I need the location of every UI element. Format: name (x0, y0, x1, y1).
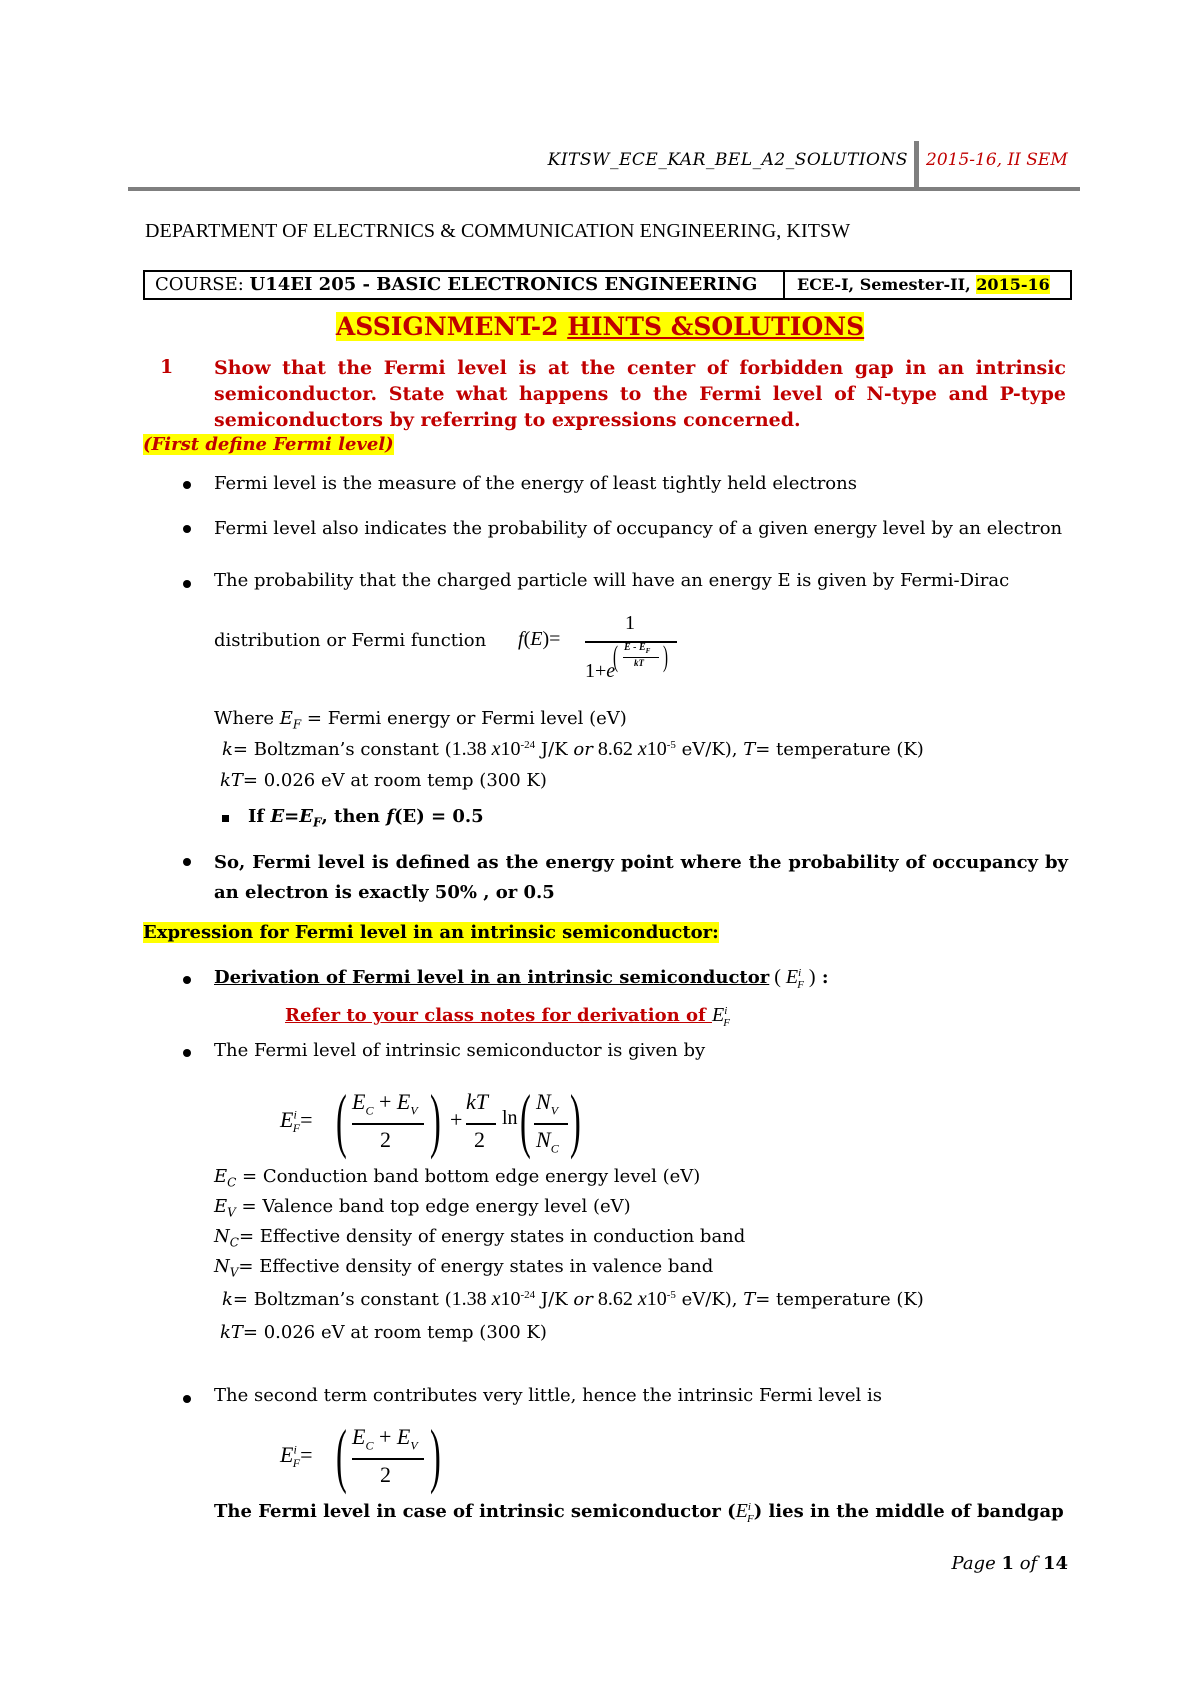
nc-def: = Effective density of energy states in conduction band (238, 1226, 746, 1247)
t2-sym: T (743, 1289, 756, 1310)
f1-E: E (280, 1107, 294, 1132)
f2-bar (352, 1458, 424, 1460)
ec-E: E (214, 1166, 228, 1187)
f1-paren-r2: ) (570, 1080, 581, 1160)
conclusion-line (214, 1500, 1064, 1525)
nv-def: = Effective density of energy states in valence band (238, 1256, 714, 1277)
k-def: = Boltzman’s constant ( (232, 739, 452, 760)
k2-ten2: 10 (646, 1288, 667, 1310)
nc-N: N (214, 1226, 230, 1247)
t-def: = temperature (K) (755, 739, 924, 760)
bullet-fermi-dirac: The probability that the charged particle will have an energy E is given by Fermi-Dirac (214, 570, 1010, 591)
intrinsic-fermi-formula (280, 1080, 620, 1175)
nv-sub: V (229, 1265, 239, 1280)
k2-exp1: -24 (520, 1289, 536, 1301)
f1-c: C (365, 1103, 374, 1118)
bullet-dot (183, 858, 191, 866)
f1-bar (352, 1123, 424, 1125)
exp-paren-left: ( (613, 640, 618, 673)
math-eq: = (549, 628, 561, 650)
k-exp1: -24 (520, 739, 536, 751)
if-sub: F (312, 815, 322, 830)
intrinsic-fermi-formula-simple (280, 1415, 460, 1510)
header-divider (914, 141, 919, 187)
assignment-title-part2: HINTS &SOLUTIONS (567, 312, 865, 341)
f1-bar2 (466, 1123, 496, 1125)
kt-def: = 0.026 eV at room temp (300 K) (242, 770, 547, 791)
if-eq: E=E (270, 806, 313, 827)
math-e: e (606, 660, 616, 682)
k2-val1: 1.38 (451, 1288, 492, 1310)
kt2-def: = 0.026 eV at room temp (300 K) (242, 1322, 547, 1343)
if-f: f (386, 806, 394, 827)
second-term-text: The second term contributes very little, hence the intrinsic Fermi level is (214, 1385, 882, 1406)
header-rule (128, 187, 1080, 191)
f1-ln: ln (502, 1107, 518, 1129)
assignment-title (0, 312, 1200, 341)
course-year: 2015-16 (976, 275, 1050, 294)
k2-or: or (573, 1289, 593, 1310)
f1-sup: i (293, 1107, 297, 1122)
f1-den: 2 (380, 1127, 391, 1152)
nc-def-line (214, 1226, 745, 1250)
derivation-title: Derivation of Fermi level in an intrinsic semiconductor (214, 967, 770, 988)
f2-c: C (365, 1438, 374, 1453)
exp-num-text: E - E (624, 642, 646, 653)
efi-lhs (280, 1107, 313, 1136)
assignment-title-part1: ASSIGNMENT-2 (335, 312, 568, 341)
conclusion-part2: ) lies in the middle of bandgap (753, 1501, 1064, 1522)
bullet-dot (183, 1395, 191, 1403)
nv-def-line (214, 1256, 713, 1280)
k-unit2: eV/K), (675, 739, 744, 760)
efi-sub: F (797, 978, 804, 991)
exp-numerator (624, 642, 650, 655)
bullet-dot (183, 1049, 191, 1057)
exp-paren-right: ) (663, 640, 668, 673)
ev-E: E (214, 1196, 228, 1217)
f1-kt: kT (466, 1089, 488, 1114)
f1-nc-N: N (536, 1127, 551, 1152)
k-val2: 8.62 (592, 738, 638, 760)
f2-den: 2 (380, 1462, 391, 1487)
fermi-given-text: The Fermi level of intrinsic semiconductor is given by (214, 1040, 706, 1061)
f2-paren-l: ( (336, 1415, 347, 1495)
bullet-fermi-measure: Fermi level is the measure of the energy of least tightly held electrons (214, 473, 857, 494)
k-x2: x (637, 738, 647, 760)
ev-sub: V (227, 1205, 236, 1220)
page-of: of (1013, 1553, 1043, 1574)
first-define-note: (First define Fermi level) (143, 434, 394, 455)
f1-bar3 (534, 1123, 568, 1125)
boltzmann-line-2 (222, 1288, 924, 1311)
where-ef-line (214, 708, 627, 732)
f1-paren-l2: ( (520, 1080, 531, 1160)
f2-sup: i (293, 1442, 297, 1457)
f1-ec: E (352, 1089, 366, 1114)
f2-ec: E (352, 1424, 366, 1449)
k-or: or (573, 739, 593, 760)
ec-def: = Conduction band bottom edge energy level (eV) (236, 1166, 701, 1187)
k2-val2: 8.62 (592, 1288, 638, 1310)
refer-E: E (712, 1004, 725, 1026)
where-label: Where (214, 708, 280, 729)
if-then: , then (321, 806, 387, 827)
fermi-function-label: distribution or Fermi function (214, 630, 487, 651)
ef-sym: E (279, 708, 293, 729)
k-x1: x (491, 738, 501, 760)
c-E: E (735, 1500, 748, 1522)
boltzmann-line (222, 738, 924, 761)
if-E: (E) (394, 806, 425, 827)
f1-v: V (410, 1103, 418, 1118)
k2-ten1: 10 (500, 1288, 521, 1310)
f1-den2: 2 (474, 1127, 485, 1152)
f1-paren-r: ) (430, 1080, 441, 1160)
course-name: U14EI 205 - BASIC ELECTRONICS ENGINEERING (249, 274, 758, 295)
course-box (143, 270, 1072, 300)
refer-sub: F (723, 1016, 731, 1029)
f2-paren-r: ) (430, 1415, 441, 1495)
k-ten1: 10 (500, 738, 521, 760)
efi-sup: i (798, 967, 802, 979)
f2-ev: E (396, 1424, 411, 1449)
square-bullet (222, 815, 229, 822)
department-title: DEPARTMENT OF ELECTRNICS & COMMUNICATION ENGINEERING, KITSW (145, 220, 851, 242)
math-E: E (530, 628, 543, 650)
ef-sub: F (292, 717, 302, 732)
conclusion-part1: The Fermi level in case of intrinsic semiconductor ( (214, 1501, 736, 1522)
c-sub: F (746, 1512, 754, 1525)
fermi-function-lhs: f(E)= (518, 628, 561, 650)
refer-notes (285, 1004, 730, 1029)
kt2-sym: kT (220, 1322, 243, 1343)
bullet-dot (183, 525, 191, 533)
f1-plus: + (378, 1089, 392, 1114)
math-f: f (518, 628, 524, 650)
if-label: If (248, 806, 271, 827)
f2-E: E (280, 1442, 294, 1467)
f1-nc-sub: C (550, 1141, 559, 1156)
k-val1: 1.38 (451, 738, 492, 760)
course-class-cell (787, 272, 1050, 298)
page-current: 1 (1001, 1553, 1014, 1574)
refer-text: Refer to your class notes for derivation of (285, 1005, 713, 1026)
t-sym: T (743, 739, 756, 760)
kt-line-2 (220, 1322, 547, 1343)
f1-sub: F (292, 1121, 301, 1136)
nv-N: N (214, 1256, 230, 1277)
f1-ev: E (396, 1089, 411, 1114)
ev-def-line (214, 1196, 631, 1220)
exp-denominator: kT (634, 658, 644, 668)
k2-def: = Boltzman’s constant ( (232, 1289, 452, 1310)
f1-num (352, 1089, 418, 1118)
refer-sup: i (724, 1005, 728, 1017)
f1-eq: = (300, 1107, 313, 1132)
f2-plus: + (378, 1424, 392, 1449)
page-word: Page (951, 1553, 1002, 1574)
question-text: Show that the Fermi level is at the center of forbidden gap in an intrinsic semiconductor. State what happens to the Fermi level of N-type and P-type semiconductors by referring to expressions concerned. (214, 357, 1066, 431)
k-exp2: -5 (666, 739, 676, 751)
fermi-numerator: 1 (625, 612, 635, 634)
f1-nc (536, 1127, 559, 1156)
k-sym: k (222, 739, 233, 760)
bullet-dot (183, 976, 191, 984)
exp-sub: F (645, 647, 651, 655)
bullet-fermi-probability: Fermi level also indicates the probability of occupancy of a given energy level by an electron (214, 518, 1063, 539)
question-number: 1 (160, 356, 174, 378)
if-val: = 0.5 (424, 806, 484, 827)
kt-sym: kT (220, 770, 243, 791)
ev-def: = Valence band top edge energy level (eV) (235, 1196, 631, 1217)
f1-nv-N: N (536, 1089, 551, 1114)
page-total: 14 (1042, 1553, 1068, 1574)
f1-nv-sub: V (550, 1103, 559, 1118)
fermi-definition: So, Fermi level is defined as the energy point where the probability of occupancy by an electron is exactly 50% , or 0.5 (214, 852, 1068, 903)
f2-lhs (280, 1442, 313, 1471)
math-plus: + (595, 660, 607, 682)
f1-nv (536, 1089, 558, 1118)
header-semester: 2015-16, II SEM (926, 150, 1068, 170)
k2-x2: x (637, 1288, 647, 1310)
f1-plus2: + (450, 1107, 463, 1132)
bullet-dot (183, 580, 191, 588)
f2-num (352, 1424, 418, 1453)
f2-v: V (410, 1438, 418, 1453)
f1-paren-l: ( (336, 1080, 347, 1160)
k2-exp2: -5 (666, 1289, 676, 1301)
section-heading: Expression for Fermi level in an intrinsic semiconductor: (143, 922, 719, 943)
bullet-dot (183, 481, 191, 489)
f2-eq: = (300, 1442, 313, 1467)
course-class-info: ECE-I, Semester-II, (797, 275, 977, 294)
efi-E: E (785, 966, 799, 988)
page-number (952, 1553, 1068, 1574)
k2-unit2: eV/K), (675, 1289, 744, 1310)
if-ef-line (248, 806, 484, 830)
header-doc-code: KITSW_ECE_KAR_BEL_A2_SOLUTIONS (547, 150, 908, 170)
c-sup: i (747, 1501, 751, 1513)
fermi-denominator (585, 660, 615, 683)
course-label: COURSE: (155, 274, 250, 295)
derivation-line: Derivation of Fermi level in an intrinsic semiconductor ( $E^i_F$ ) : (214, 966, 829, 991)
course-name-cell (145, 272, 785, 298)
kt-line (220, 770, 547, 791)
ec-def-line (214, 1166, 700, 1190)
k2-sym: k (222, 1289, 233, 1310)
nc-sub: C (229, 1235, 239, 1250)
k-unit1: J/K (535, 739, 574, 760)
k-ten2: 10 (646, 738, 667, 760)
math-one: 1 (585, 660, 595, 682)
k2-x1: x (491, 1288, 501, 1310)
f2-sub: F (292, 1456, 301, 1471)
ef-def: = Fermi energy or Fermi level (eV) (301, 708, 627, 729)
k2-unit1: J/K (535, 1289, 574, 1310)
ec-sub: C (227, 1175, 237, 1190)
t2-def: = temperature (K) (755, 1289, 924, 1310)
